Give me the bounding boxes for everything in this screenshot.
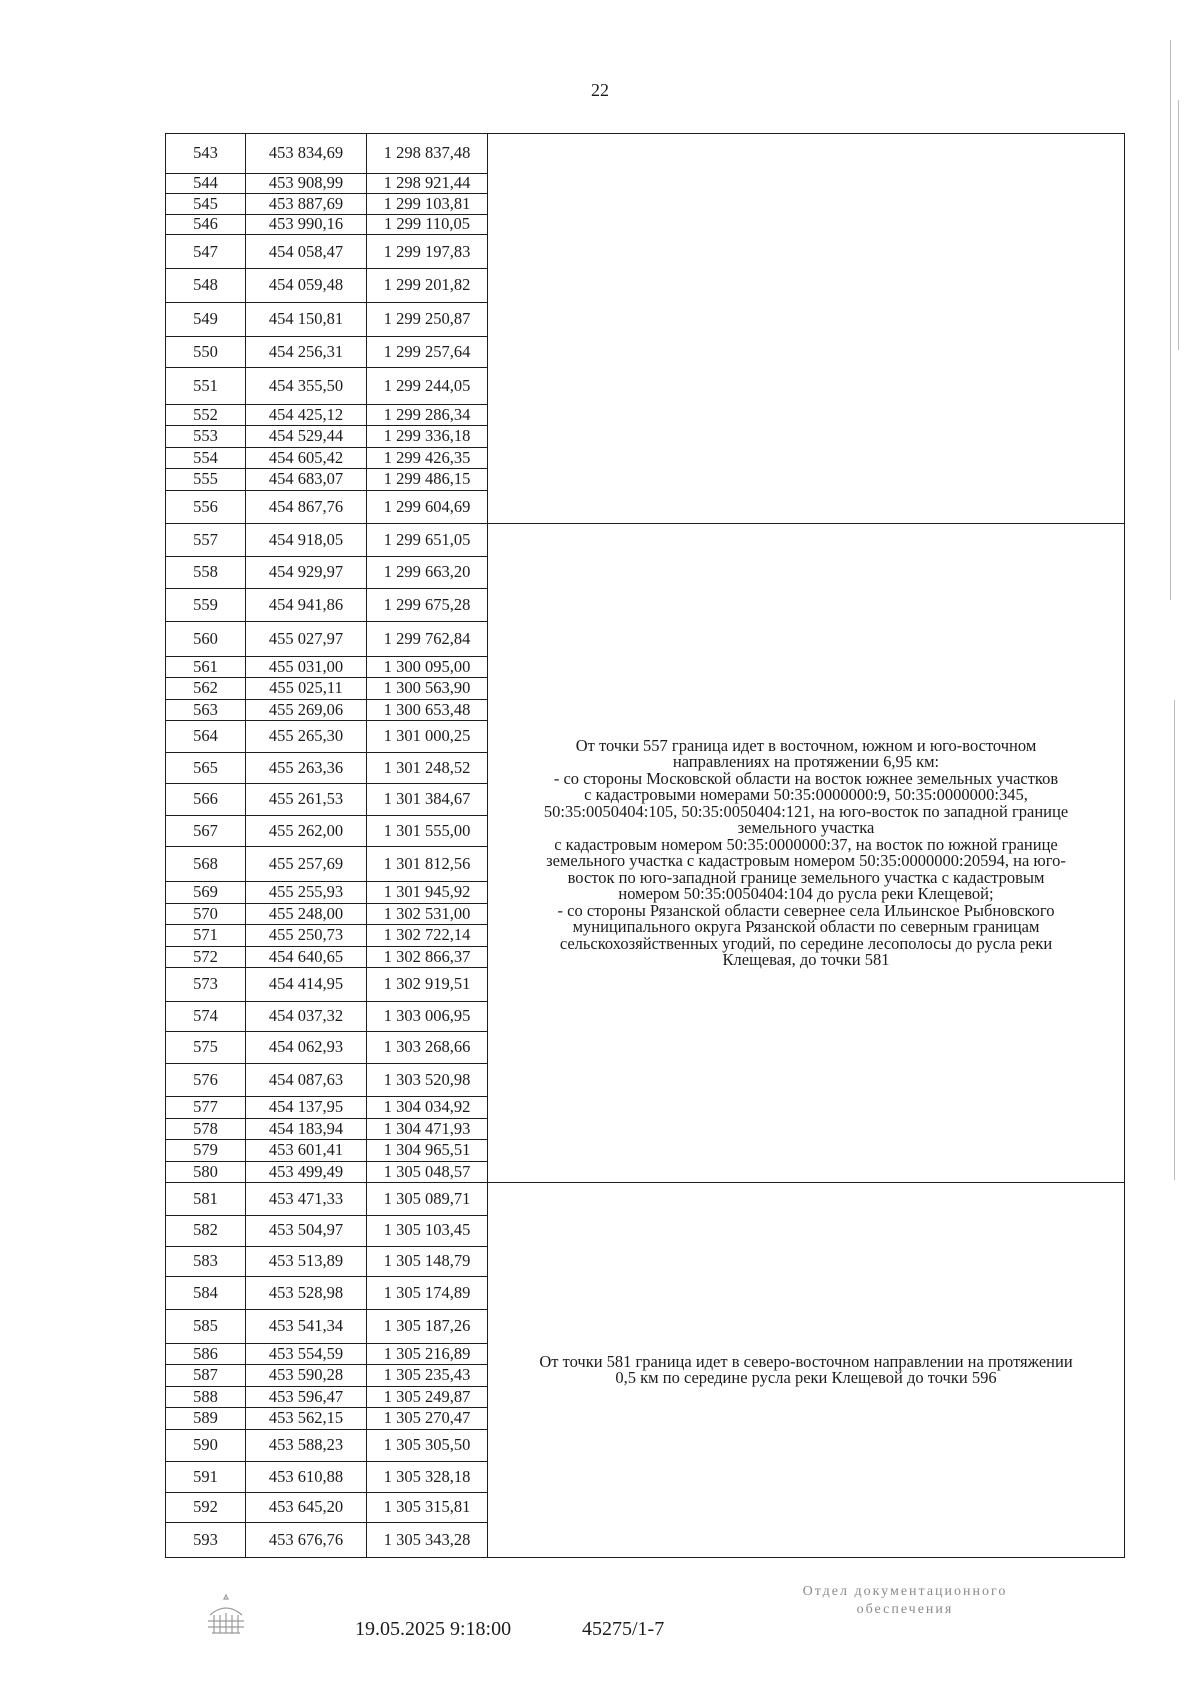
point-number-cell: 562: [166, 678, 246, 700]
scan-edge-mark: [1170, 40, 1171, 600]
coordinate-x-cell: 453 887,69: [246, 194, 367, 214]
point-number-cell: 572: [166, 946, 246, 968]
coordinate-y-cell: 1 301 248,52: [367, 753, 488, 784]
point-number-cell: 570: [166, 903, 246, 925]
coordinate-x-cell: 454 355,50: [246, 368, 367, 405]
description-line: 50:35:0050404:105, 50:35:0050404:121, на юго-восток по западной границе: [543, 801, 1069, 821]
description-line: сельскохозяйственных угодий, по середине лесополосы до русла реки: [559, 933, 1053, 953]
coordinate-x-cell: 454 058,47: [246, 235, 367, 269]
coordinate-y-cell: 1 301 812,56: [367, 846, 488, 881]
coordinate-x-cell: 455 257,69: [246, 846, 367, 881]
point-number-cell: 580: [166, 1161, 246, 1183]
point-number-cell: 560: [166, 622, 246, 656]
coordinate-y-cell: 1 299 426,35: [367, 447, 488, 469]
coordinate-x-cell: 453 499,49: [246, 1161, 367, 1183]
coordinate-x-cell: 454 059,48: [246, 269, 367, 302]
coordinate-x-cell: 454 605,42: [246, 447, 367, 469]
description-line: От точки 581 граница идет в северо-восточном направлении на протяжении: [539, 1351, 1073, 1371]
point-number-cell: 582: [166, 1215, 246, 1246]
coordinate-x-cell: 454 425,12: [246, 404, 367, 426]
coordinate-y-cell: 1 305 187,26: [367, 1310, 488, 1343]
coordinate-y-cell: 1 305 216,89: [367, 1343, 488, 1365]
coordinate-y-cell: 1 299 675,28: [367, 588, 488, 621]
point-number-cell: 563: [166, 699, 246, 721]
coordinate-y-cell: 1 305 270,47: [367, 1408, 488, 1430]
coordinate-y-cell: 1 301 384,67: [367, 784, 488, 815]
coordinate-y-cell: 1 301 945,92: [367, 882, 488, 904]
table-row: [166, 524, 1125, 556]
description-line: От точки 557 граница идет в восточном, южном и юго-восточном: [575, 735, 1037, 755]
coordinate-x-cell: 455 263,36: [246, 753, 367, 784]
point-number-cell: 561: [166, 656, 246, 678]
coordinate-x-cell: 453 562,15: [246, 1408, 367, 1430]
coordinate-x-cell: 453 645,20: [246, 1493, 367, 1523]
coordinate-x-cell: 455 250,73: [246, 925, 367, 947]
coordinate-x-cell: 453 590,28: [246, 1365, 367, 1387]
coordinate-y-cell: 1 305 235,43: [367, 1365, 488, 1387]
coordinate-x-cell: 454 529,44: [246, 426, 367, 448]
coordinate-y-cell: 1 305 103,45: [367, 1215, 488, 1246]
coordinate-y-cell: 1 304 034,92: [367, 1097, 488, 1119]
coordinate-y-cell: 1 299 103,81: [367, 194, 488, 214]
point-number-cell: 543: [166, 134, 246, 174]
coordinate-x-cell: 455 269,06: [246, 699, 367, 721]
coordinate-x-cell: 454 929,97: [246, 556, 367, 588]
coordinate-y-cell: 1 305 315,81: [367, 1493, 488, 1523]
coordinate-x-cell: 455 025,11: [246, 678, 367, 700]
description-line: с кадастровыми номерами 50:35:0000000:9, 50:35:0000000:345,: [584, 785, 1028, 805]
coordinate-y-cell: 1 299 110,05: [367, 214, 488, 234]
coordinate-x-cell: 454 941,86: [246, 588, 367, 621]
coordinate-y-cell: 1 299 197,83: [367, 235, 488, 269]
coordinate-x-cell: 453 513,89: [246, 1246, 367, 1276]
point-number-cell: 586: [166, 1343, 246, 1365]
coordinate-y-cell: 1 299 486,15: [367, 469, 488, 491]
point-number-cell: 574: [166, 1001, 246, 1031]
coordinate-x-cell: 454 150,81: [246, 302, 367, 336]
point-number-cell: 589: [166, 1408, 246, 1430]
coordinate-x-cell: 454 867,76: [246, 490, 367, 523]
point-number-cell: 575: [166, 1031, 246, 1063]
coordinate-x-cell: 454 640,65: [246, 946, 367, 968]
point-number-cell: 564: [166, 721, 246, 753]
point-number-cell: 588: [166, 1386, 246, 1408]
coordinate-y-cell: 1 298 921,44: [367, 173, 488, 193]
coordinate-y-cell: 1 305 249,87: [367, 1386, 488, 1408]
coordinate-x-cell: 453 990,16: [246, 214, 367, 234]
point-number-cell: 573: [166, 968, 246, 1001]
point-number-cell: 549: [166, 302, 246, 336]
coordinate-y-cell: 1 305 174,89: [367, 1276, 488, 1309]
coordinate-x-cell: 454 087,63: [246, 1064, 367, 1097]
coordinate-x-cell: 453 504,97: [246, 1215, 367, 1246]
coordinate-y-cell: 1 300 563,90: [367, 678, 488, 700]
point-number-cell: 545: [166, 194, 246, 214]
coordinate-y-cell: 1 305 089,71: [367, 1183, 488, 1215]
coordinate-y-cell: 1 299 244,05: [367, 368, 488, 405]
coordinate-y-cell: 1 299 604,69: [367, 490, 488, 523]
coordinate-y-cell: 1 301 555,00: [367, 815, 488, 846]
coordinate-x-cell: 455 027,97: [246, 622, 367, 656]
coordinate-x-cell: 453 588,23: [246, 1429, 367, 1461]
point-number-cell: 568: [166, 846, 246, 881]
point-number-cell: 547: [166, 235, 246, 269]
coordinate-y-cell: 1 305 148,79: [367, 1246, 488, 1276]
point-number-cell: 578: [166, 1118, 246, 1140]
point-number-cell: 556: [166, 490, 246, 523]
coordinate-y-cell: 1 299 762,84: [367, 622, 488, 656]
description-line: 0,5 км по середине русла реки Клещевой до точки 596: [615, 1368, 997, 1388]
description-line: Клещевая, до точки 581: [722, 950, 890, 970]
coordinate-y-cell: 1 305 305,50: [367, 1429, 488, 1461]
point-number-cell: 546: [166, 214, 246, 234]
coordinate-y-cell: 1 299 663,20: [367, 556, 488, 588]
point-number-cell: 590: [166, 1429, 246, 1461]
point-number-cell: 591: [166, 1461, 246, 1492]
point-number-cell: 548: [166, 269, 246, 302]
coordinate-y-cell: 1 299 257,64: [367, 337, 488, 368]
description-line: номером 50:35:0050404:104 до русла реки Клещевой;: [618, 884, 994, 904]
coordinate-x-cell: 453 676,76: [246, 1523, 367, 1558]
coordinate-x-cell: 454 683,07: [246, 469, 367, 491]
coordinates-table: [165, 133, 1125, 1558]
footer-stamp: Отдел документационного обеспечения: [802, 1584, 1008, 1617]
point-number-cell: 552: [166, 404, 246, 426]
boundary-description-cell: [488, 524, 1125, 1183]
coordinate-y-cell: 1 299 201,82: [367, 269, 488, 302]
point-number-cell: 581: [166, 1183, 246, 1215]
coordinate-y-cell: 1 298 837,48: [367, 134, 488, 174]
coordinate-x-cell: 454 037,32: [246, 1001, 367, 1031]
point-number-cell: 557: [166, 524, 246, 556]
coordinate-x-cell: 453 610,88: [246, 1461, 367, 1492]
coordinate-y-cell: 1 299 286,34: [367, 404, 488, 426]
point-number-cell: 576: [166, 1064, 246, 1097]
footer-doc-number: 45275/1-7: [582, 1618, 665, 1640]
coordinate-y-cell: 1 299 651,05: [367, 524, 488, 556]
coordinate-y-cell: 1 303 520,98: [367, 1064, 488, 1097]
coordinate-x-cell: 454 414,95: [246, 968, 367, 1001]
point-number-cell: 584: [166, 1276, 246, 1309]
coordinate-x-cell: 453 471,33: [246, 1183, 367, 1215]
table-row: [166, 1183, 1125, 1215]
coordinate-y-cell: 1 303 006,95: [367, 1001, 488, 1031]
point-number-cell: 571: [166, 925, 246, 947]
description-line: муниципального округа Рязанской области по северным границам: [572, 917, 1040, 937]
page-number: 22: [591, 80, 609, 100]
emblem-icon: [200, 1593, 252, 1639]
coordinate-y-cell: 1 304 965,51: [367, 1140, 488, 1162]
coordinate-y-cell: 1 304 471,93: [367, 1118, 488, 1140]
point-number-cell: 544: [166, 173, 246, 193]
description-line: восток по юго-западной границе земельного участка с кадастровым: [567, 867, 1045, 887]
point-number-cell: 554: [166, 447, 246, 469]
coordinates-table-body: [166, 134, 1125, 1558]
coordinate-x-cell: 455 265,30: [246, 721, 367, 753]
coordinate-y-cell: 1 305 343,28: [367, 1523, 488, 1558]
point-number-cell: 577: [166, 1097, 246, 1119]
coordinate-y-cell: 1 300 653,48: [367, 699, 488, 721]
coordinate-x-cell: 455 248,00: [246, 903, 367, 925]
table-row: [166, 134, 1125, 174]
coordinate-y-cell: 1 302 866,37: [367, 946, 488, 968]
footer-datetime: 19.05.2025 9:18:00: [355, 1618, 512, 1640]
coordinate-x-cell: 454 918,05: [246, 524, 367, 556]
point-number-cell: 567: [166, 815, 246, 846]
coordinate-x-cell: 453 541,34: [246, 1310, 367, 1343]
coordinate-x-cell: 455 261,53: [246, 784, 367, 815]
point-number-cell: 555: [166, 469, 246, 491]
point-number-cell: 592: [166, 1493, 246, 1523]
description-line: - со стороны Московской области на восток южнее земельных участков: [553, 768, 1059, 788]
point-number-cell: 566: [166, 784, 246, 815]
coordinate-x-cell: 455 255,93: [246, 882, 367, 904]
coordinate-y-cell: 1 300 095,00: [367, 656, 488, 678]
scan-edge-mark: [1174, 700, 1175, 1180]
coordinate-y-cell: 1 305 328,18: [367, 1461, 488, 1492]
coordinate-x-cell: 455 031,00: [246, 656, 367, 678]
coordinate-x-cell: 453 554,59: [246, 1343, 367, 1365]
point-number-cell: 553: [166, 426, 246, 448]
coordinate-y-cell: 1 303 268,66: [367, 1031, 488, 1063]
coordinate-x-cell: 454 062,93: [246, 1031, 367, 1063]
point-number-cell: 593: [166, 1523, 246, 1558]
coordinate-y-cell: 1 299 336,18: [367, 426, 488, 448]
point-number-cell: 579: [166, 1140, 246, 1162]
coordinate-y-cell: 1 299 250,87: [367, 302, 488, 336]
description-line: с кадастровым номером 50:35:0000000:37, на восток по южной границе: [554, 834, 1058, 854]
description-line: земельного участка с кадастровым номером 50:35:0000000:20594, на юго-: [546, 851, 1066, 871]
point-number-cell: 569: [166, 882, 246, 904]
coordinate-y-cell: 1 305 048,57: [367, 1161, 488, 1183]
coordinate-x-cell: 453 601,41: [246, 1140, 367, 1162]
point-number-cell: 565: [166, 753, 246, 784]
coordinate-y-cell: 1 302 531,00: [367, 903, 488, 925]
coordinate-y-cell: 1 302 722,14: [367, 925, 488, 947]
description-line: направлениях на протяжении 6,95 км:: [672, 752, 940, 772]
coordinate-x-cell: 453 596,47: [246, 1386, 367, 1408]
coordinate-x-cell: 455 262,00: [246, 815, 367, 846]
coordinate-x-cell: 453 908,99: [246, 173, 367, 193]
coordinate-x-cell: 454 256,31: [246, 337, 367, 368]
point-number-cell: 585: [166, 1310, 246, 1343]
point-number-cell: 558: [166, 556, 246, 588]
description-line: земельного участка: [737, 818, 875, 838]
point-number-cell: 587: [166, 1365, 246, 1387]
point-number-cell: 583: [166, 1246, 246, 1276]
point-number-cell: 559: [166, 588, 246, 621]
point-number-cell: 551: [166, 368, 246, 405]
description-line: - со стороны Рязанской области севернее села Ильинское Рыбновского: [557, 900, 1055, 920]
coordinate-y-cell: 1 301 000,25: [367, 721, 488, 753]
boundary-description-cell: [488, 134, 1125, 524]
coordinate-x-cell: 454 183,94: [246, 1118, 367, 1140]
point-number-cell: 550: [166, 337, 246, 368]
coordinate-x-cell: 453 528,98: [246, 1276, 367, 1309]
coordinate-y-cell: 1 302 919,51: [367, 968, 488, 1001]
coordinate-x-cell: 454 137,95: [246, 1097, 367, 1119]
coordinate-x-cell: 453 834,69: [246, 134, 367, 174]
boundary-description-cell: [488, 1183, 1125, 1558]
scan-edge-mark: [1178, 100, 1179, 350]
